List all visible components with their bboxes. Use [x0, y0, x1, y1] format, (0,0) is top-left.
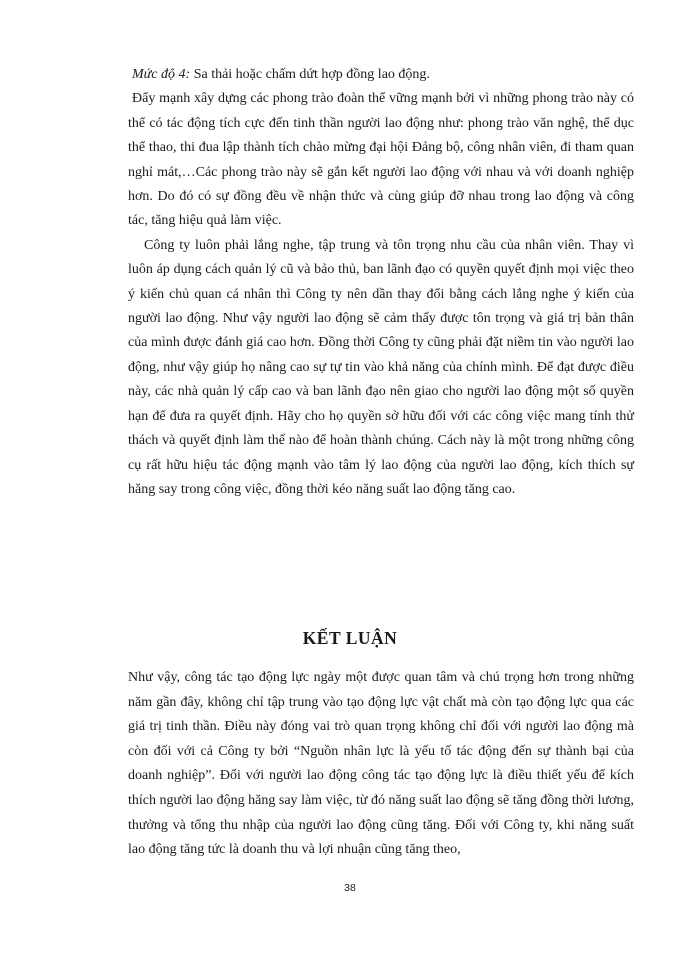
page-number: 38: [344, 882, 356, 894]
conclusion-heading: KẾT LUẬN: [302, 628, 398, 648]
conclusion-section: [128, 666, 634, 863]
level-4-text: Sa thải hoặc chấm dứt hợp đồng lao động.: [190, 67, 430, 82]
paragraph-listening: Công ty luôn phải lắng nghe, tập trung và tôn trọng nhu cầu của nhân viên. Thay vì luôn áp dụng cách quản lý cũ và bảo thủ, ban lãnh đạo có quyền quyết định mọi việc theo ý kiến chủ quan cá nhân thì Công ty nên dần thay đổi bằng cách lắng nghe ý kiến của người lao động. Như vậy người lao động sẽ cảm thấy được tôn trọng và giá trị bản thân của mình được đánh giá cao hơn. Đồng thời Công ty cũng phải đặt niềm tin vào người lao động, như vậy giúp họ nâng cao sự tự tin vào khả năng của chính mình. Để đạt được điều này, các nhà quản lý cấp cao và ban lãnh đạo nên giao cho người lao động một số quyền hạn để đưa ra quyết định. Hãy cho họ quyền sở hữu đối với các công việc mang tính thử thách và quyết định làm thế nào để hoàn thành chúng. Cách này là một trong những công cụ rất hữu hiệu tác động mạnh vào tâm lý lao động của người lao động, kích thích sự hăng say trong công việc, đồng thời kéo năng suất lao động tăng cao.: [128, 237, 634, 497]
level-4-line: [128, 63, 634, 87]
paragraph-movements: Đẩy mạnh xây dựng các phong trào đoàn thể vững mạnh bởi vì những phong trào này có thể có tác động tích cực đến tinh thần người lao động như: phong trào văn nghệ, thể dục thể thao, thi đua lập thành tích chào mừng đại hội Đảng bộ, công nhân viên, đi tham quan nghỉ mát,…Các phong trào này sẽ gắn kết người lao động với nhau và với doanh nghiệp hơn. Do đó có sự đồng đều về nhận thức và cùng giúp đỡ nhau trong lao động và công tác, tăng hiệu quả làm việc.: [128, 91, 634, 229]
level-4-label: Mức độ 4:: [132, 67, 191, 82]
body-section: [128, 63, 634, 502]
conclusion-paragraph: Như vậy, công tác tạo động lực ngày một được quan tâm và chú trọng hơn trong những năm gần đây, không chỉ tập trung vào tạo động lực vật chất mà còn tạo động lực qua các giá trị tinh thần. Điều này đóng vai trò quan trọng không chỉ đối với người lao động mà còn đối với cả Công ty bởi “Nguồn nhân lực là yếu tố tác động đến sự thành bại của doanh nghiệp”. Đối với người lao động công tác tạo động lực là điều thiết yếu để kích thích người lao động hăng say làm việc, từ đó năng suất lao động sẽ tăng đồng thời lương, thưởng và tổng thu nhập của người lao động cũng tăng. Đối với Công ty, khi năng suất lao động tăng tức là doanh thu và lợi nhuận cũng tăng theo,: [128, 670, 634, 858]
